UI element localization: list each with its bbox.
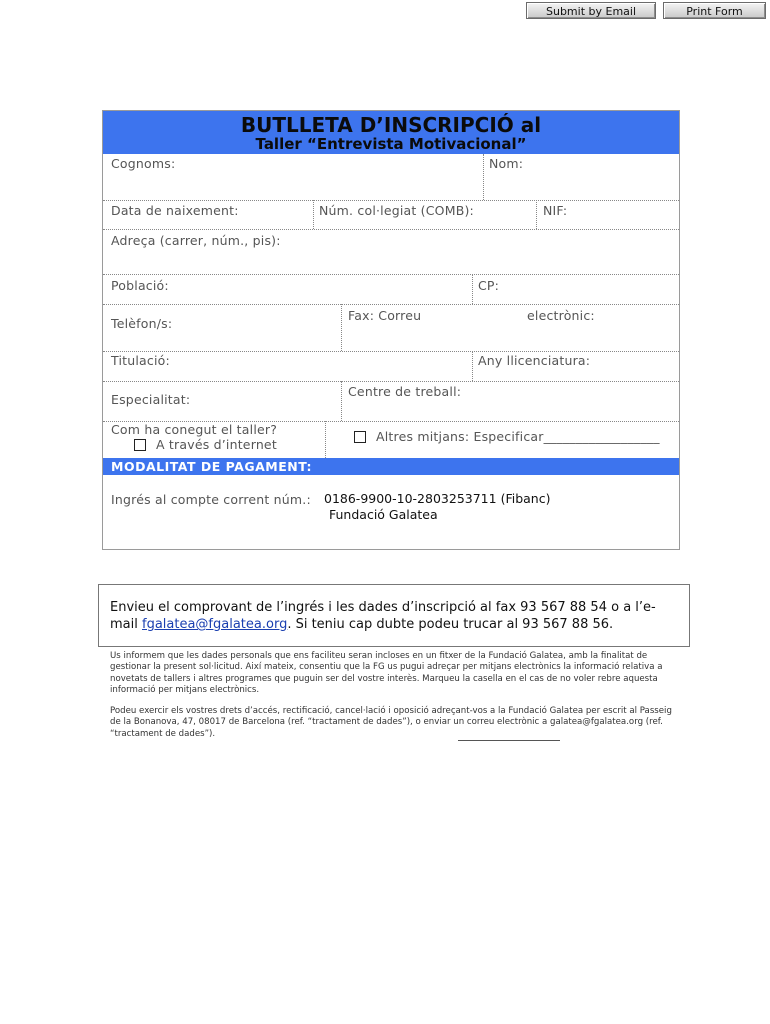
form-title: BUTLLETA D’INSCRIPCIÓ al: [240, 113, 542, 137]
registration-form: [102, 110, 680, 550]
payment-title: MODALITAT DE PAGAMENT:: [111, 459, 313, 474]
instructions-text: [110, 599, 680, 633]
submit-by-email-button[interactable]: Submit by Email: [526, 2, 656, 19]
centre-treball-label: Centre de treball:: [348, 384, 462, 399]
instructions-text-before: Envieu el comprovant de l’ingrés i les dades d’inscripció al fax 93 567 88 54 o a l’e-mail: [110, 600, 656, 632]
opt-out-line: [458, 740, 560, 741]
privacy-notice: Us informem que les dades personals que ens faciliteu seran incloses en un fitxer de la Fundació Galatea, amb la finalitat de gestionar la present sol·licitud. Així mateix, consentiu que la FG us pugui adreçar per mitjans electrònics la informació relativa a novetats de tallers i altres programes que puguin ser del vostre interès. Marqueu la casella en el cas de no voler rebre aquesta informació per mitjans electrònics.: [110, 651, 663, 695]
instructions-box: [98, 584, 690, 647]
cp-label: CP:: [478, 278, 500, 293]
altres-mitjans-checkbox[interactable]: [354, 431, 366, 443]
com-conegut-label: Com ha conegut el taller?: [111, 422, 278, 437]
fax-label: Fax: Correu: [348, 308, 422, 323]
email-link[interactable]: fgalatea@fgalatea.org: [142, 617, 288, 632]
print-form-button[interactable]: Print Form: [663, 2, 766, 19]
payment-header-band: [103, 458, 679, 475]
adreca-label: Adreça (carrer, núm., pis):: [111, 233, 281, 248]
nom-label: Nom:: [489, 156, 524, 171]
beneficiary: Fundació Galatea: [329, 507, 438, 522]
poblacio-label: Població:: [111, 278, 169, 293]
instructions-text-after: . Si teniu cap dubte podeu trucar al 93 567 88 56.: [287, 617, 614, 632]
account-number: 0186-9900-10-2803253711 (Fibanc): [324, 491, 551, 506]
rights-notice: Podeu exercir els vostres drets d’accés, rectificació, cancel·lació i oposició adreçant-vos a la Fundació Galatea per escrit al Passeig de la Bonanova, 47, 08017 de Barcelona (ref. “tractament de dades”), o enviar un correu electrònic a galatea@fgalatea.org (ref. “tractament de dades”).: [110, 706, 672, 739]
altres-mitjans-label: Altres mitjans: Especificar__________________: [376, 429, 660, 444]
nif-label: NIF:: [543, 203, 568, 218]
titulacio-label: Titulació:: [111, 353, 170, 368]
telefons-label: Telèfon/s:: [111, 316, 173, 331]
num-collegiat-label: Núm. col·legiat (COMB):: [319, 203, 474, 218]
cognoms-label: Cognoms:: [111, 156, 176, 171]
especialitat-label: Especialitat:: [111, 392, 191, 407]
internet-option-label: A través d’internet: [156, 437, 277, 452]
account-label: Ingrés al compte corrent núm.:: [111, 492, 311, 507]
form-subtitle: Taller “Entrevista Motivacional”: [255, 135, 527, 153]
correu-electronic-label: electrònic:: [527, 308, 595, 323]
internet-checkbox[interactable]: [134, 439, 146, 451]
any-llicenciatura-label: Any llicenciatura:: [478, 353, 591, 368]
data-naixement-label: Data de naixement:: [111, 203, 239, 218]
